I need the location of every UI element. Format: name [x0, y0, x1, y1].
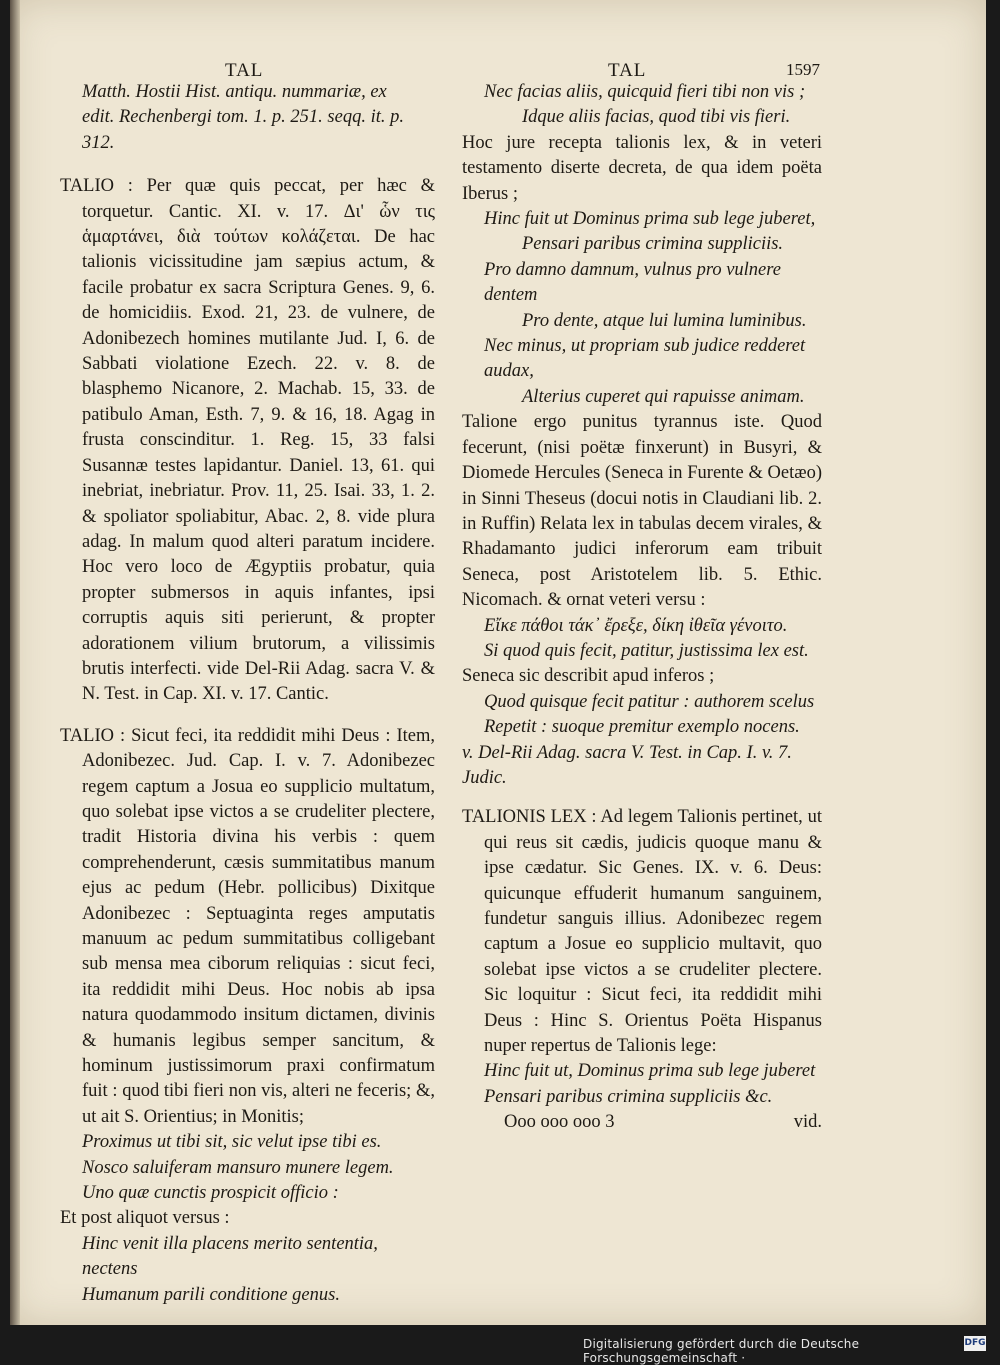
prose-line: Seneca sic describit apud inferos ;	[462, 666, 715, 687]
entry-talionis-lex: TALIONIS LEX : Ad legem Talionis pertinet, ut qui reus sit cædis, judicis quoque manu & ipse cædatur. Sic Genes. IX. v. 6. Deus: quicunque effuderit humanum sanguinem, fundetur sanguis illius. Adonibezec regem captum a Josue eo supplicio multavit, quo solebat ipse victos a se crudeliter plectere. Sic loquitur : Sicut feci, ita reddidit mihi Deus : Hinc S. Orientus Poëta Hispanus nuper repertus de Talionis lege:	[462, 807, 822, 1057]
verse-line: Nosco saluiferam mansuro munere legem.	[82, 1157, 394, 1178]
catchword: vid.	[793, 1112, 822, 1133]
verse-line: Nec minus, ut propriam sub judice redderet audax,	[484, 336, 806, 382]
verse-line: Humanum parili conditione genus.	[82, 1284, 340, 1305]
prose-paragraph: Hoc jure recepta talionis lex, & in veteri testamento diserte decreta, de qua idem poëta Iberus ;	[462, 132, 822, 204]
page-gutter	[10, 0, 20, 1325]
verse-line: Pensari paribus crimina suppliciis &c.	[484, 1086, 773, 1107]
signature-line	[462, 1110, 822, 1135]
intro-line: Matth. Hostii Hist. antiqu. nummariæ, ex	[82, 82, 387, 102]
running-head-left: TAL	[225, 60, 264, 81]
verse-line: Alterius cuperet qui rapuisse animam.	[522, 386, 805, 407]
verse-line: Idque aliis facias, quod tibi vis fieri.	[522, 107, 791, 128]
latin-verse: Si quod quis fecit, patitur, justissima lex est.	[484, 640, 809, 661]
signature-mark: Ooo ooo ooo 3	[504, 1112, 615, 1133]
dfg-logo: DFG	[964, 1336, 986, 1351]
verse-line: Uno quæ cunctis prospicit officio :	[82, 1183, 339, 1204]
prose-paragraph: Talione ergo punitus tyrannus iste. Quod fecerunt, (nisi poëtæ finxerunt) in Busyri, & Diomede Hercules (Seneca in Furente & Oetæo) in Sinni Theseus (docui notis in Claudiani lib. 2. in Ruffin) Relata lex in tabulas decem virales, & Rhadamanto judici inferorum eam tribuit Seneca, post Aristotelem lib. 5. Ethic. Nicomach. & ornat veteri versu :	[462, 412, 822, 611]
prose-line: Et post aliquot versus :	[60, 1208, 230, 1229]
verse-line: Repetit : suoque premitur exemplo nocens.	[484, 717, 800, 738]
left-column	[60, 80, 435, 1308]
entry-talio-1: TALIO : Per quæ quis peccat, per hæc & torquetur. Cantic. XI. v. 17. Δι' ὧν τις ἁμαρτάνει, διὰ τούτων κολάζεται. De hac talionis vicissitudine jam sæpius actum, & facile probatur ex sacra Scriptura Genes. 9, 6. de homicidiis. Exod. 21, 23. de vulnere, de Adonibezech homines mutilante Jud. I, 6. de Sabbati violatione Ezech. 22. v. 8. de blasphemo Nicanore, 2. Machab. 15, 33. de patibulo Aman, Esth. 7, 9. & 16, 18. Agag in frusta conscinditur. 1. Reg. 15, 33 falsi Susannæ testes lapidantur. Daniel. 13, 61. qui inebriat, inebriatur. Prov. 11, 25. Isai. 33, 1. 2. & spoliator spoliabitur, Abac. 2, 8. vide plura adag. In malum quod alteri paratum incidere. Hoc vero loco de Ægyptiis probatur, quia propter submersos in aquis infantes, ipsi corruptis aquis siti perierunt, & propter adorationem vilium brutorum, a vilissimis brutis interfecti. vide Del-Rii Adag. sacra V. & N. Test. in Cap. XI. v. 17. Cantic.	[60, 176, 435, 705]
right-column	[462, 80, 822, 1136]
verse-line: Hinc fuit ut, Dominus prima sub lege juberet	[484, 1061, 816, 1082]
running-head-right: TAL	[608, 60, 647, 81]
verse-line: Hinc venit illa placens merito sententia, nectens	[82, 1233, 378, 1280]
verse-line: Nec facias aliis, quicquid fieri tibi non vis ;	[484, 82, 806, 102]
intro-line: edit. Rechenbergi tom. 1. p. 251. seqq. it. p. 312.	[82, 107, 404, 153]
digitization-credit: Digitalisierung gefördert durch die Deutsche Forschungsgemeinschaft ·	[583, 1337, 860, 1365]
verse-line: Pro dente, atque lui lumina luminibus.	[522, 310, 807, 331]
verse-line: Hinc fuit ut Dominus prima sub lege juberet,	[484, 209, 816, 230]
verse-line: Quod quisque fecit patitur : authorem scelus	[484, 691, 815, 712]
greek-verse: Εἴκε πάθοι τάκ᾽ ἔρεξε, δίκη ἰθεῖα γένοιτο.	[484, 615, 788, 636]
book-page	[10, 0, 986, 1325]
entry-talio-2: TALIO : Sicut feci, ita reddidit mihi Deus : Item, Adonibezec. Jud. Cap. I. v. 7. Adonibezec regem captum a Josua eo supplicio multatum, quo solebat ipse victos a se crudeliter plectere, tradit Historia divina his verbis : quem comprehenderunt, cæsis summitatibus manum ejus ac pedum (Hebr. pollicibus) Dixitque Adonibezec : Septuaginta reges amputatis manuum ac pedum summitatibus colligebant sub mensa mea ciborum reliquias : sicut feci, ita reddidit mihi Deus. Hoc nobis ab ipsa natura quodammodo insitum dictamen, divinis & humanis legibus semper sancitum, & hominum justissimorum praxi confirmatum fuit : quod tibi fieri non vis, alteri ne feceris; &, ut ait S. Orientius; in Monitis;	[60, 725, 435, 1127]
verse-line: Pensari paribus crimina suppliciis.	[522, 234, 784, 255]
verse-line: Proximus ut tibi sit, sic velut ipse tibi es.	[82, 1132, 382, 1153]
verse-line: Pro damno damnum, vulnus pro vulnere dentem	[484, 259, 781, 306]
reference-line: v. Del-Rii Adag. sacra V. Test. in Cap. I. v. 7. Judic.	[462, 742, 792, 788]
page-number: 1597	[786, 60, 820, 79]
